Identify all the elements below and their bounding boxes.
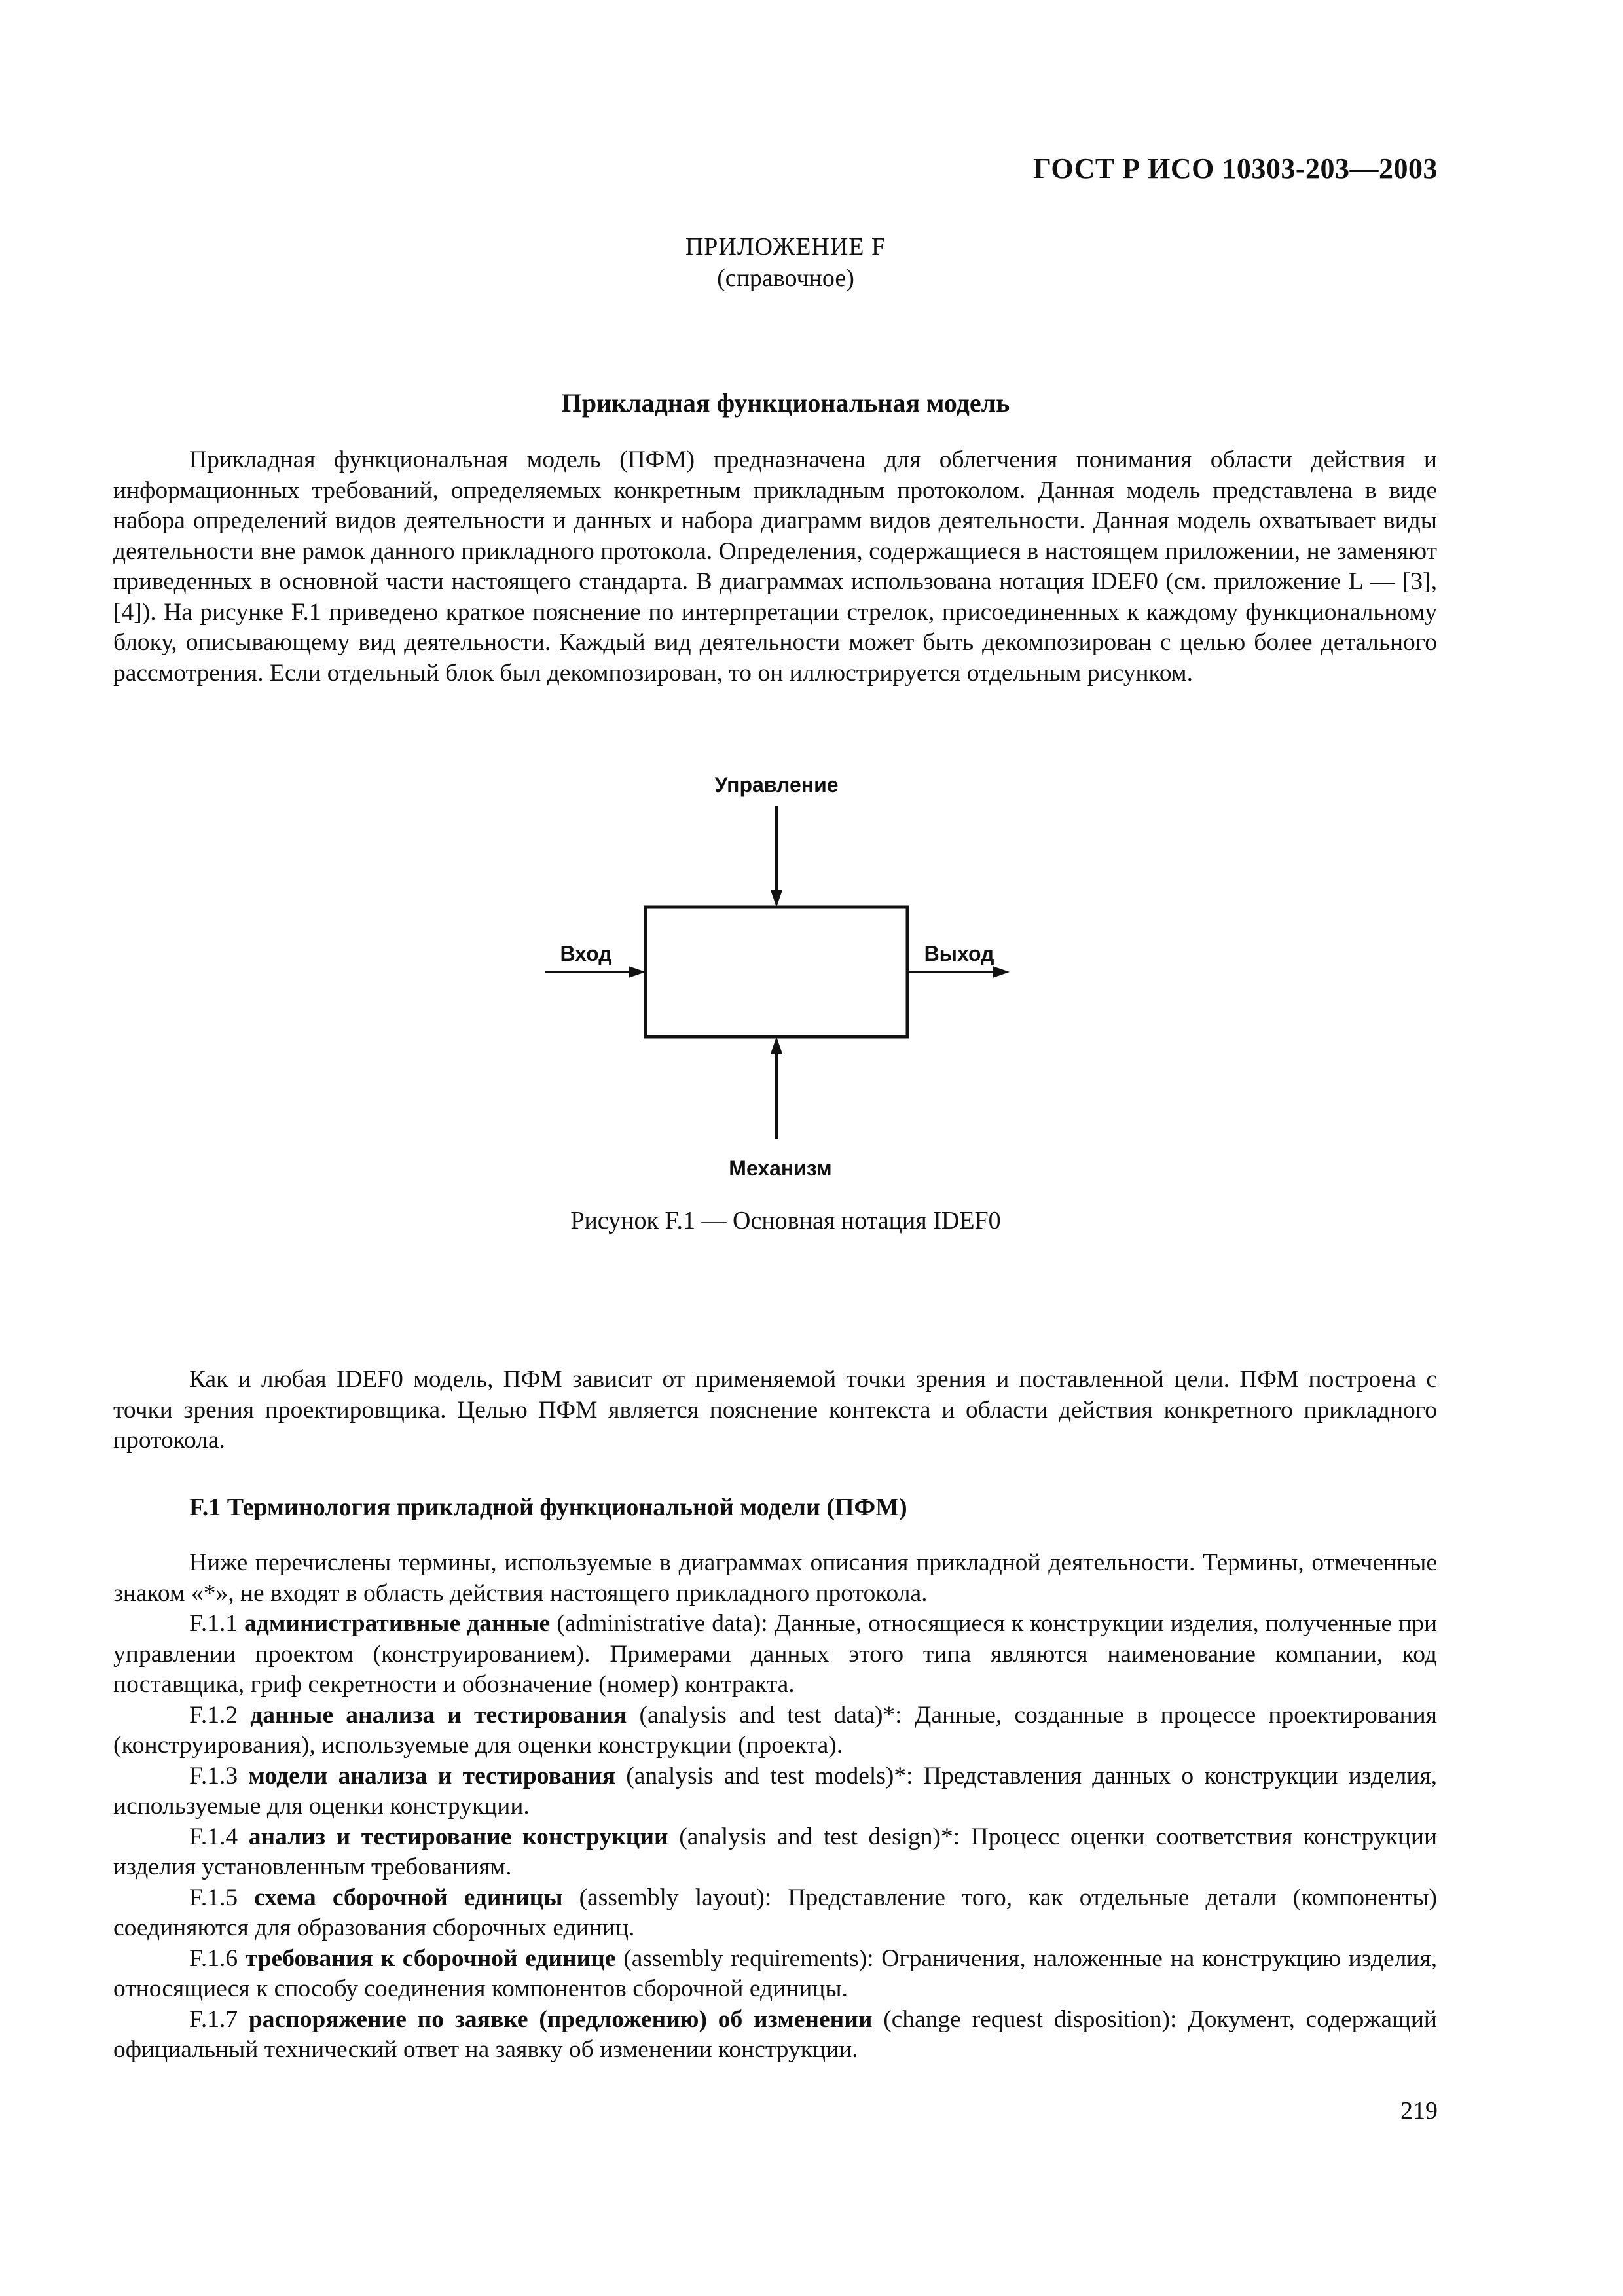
term-item (113, 1761, 1437, 1822)
term-item (113, 1944, 1437, 2005)
term-definition: (analysis and test data)*: Данные, созданные в процессе проектирования (конструирования), используемые для оценки конструкции (проекта). (113, 1701, 1437, 1759)
term-number: F.1.6 (189, 1945, 238, 1972)
term-name: распоряжение по заявке (предложению) об изменении (248, 2005, 873, 2033)
term-item (113, 1883, 1437, 1944)
intro-block (113, 445, 1437, 689)
intro-paragraph: Прикладная функциональная модель (ПФМ) предназначена для облегчения понимания области действия и информационных требований, определяемых конкретным прикладным протоколом. Данная модель представлена в виде набора определений видов деятельности и данных и набора диаграмм видов деятельности. Данная модель охватывает виды деятельности вне рамок данного прикладного протокола. Определения, содержащиеся в настоящем приложении, не заменяют приведенных в основной части настоящего стандарта. В диаграммах использована нотация IDEF0 (см. приложение L — [3], [4]). На рисунке F.1 приведено краткое пояснение по интерпретации стрелок, присоединенных к каждому функциональному блоку, описывающему вид деятельности. Каждый вид деятельности может быть декомпозирован с целью более детального рассмотрения. Если отдельный блок был декомпозирован, то он иллюстрируется отдельным рисунком. (113, 446, 1437, 687)
control-label: Управление (714, 773, 839, 797)
page-number: 219 (1400, 2097, 1438, 2125)
term-name: анализ и тестирование конструкции (248, 1823, 668, 1850)
term-definition: (assembly requirements): Ограничения, наложенные на конструкцию изделия, относящиеся к способу соединения компонентов сборочной единицы. (113, 1945, 1437, 2002)
term-number: F.1.3 (189, 1762, 238, 1789)
function-block (646, 907, 907, 1037)
term-number: F.1.7 (189, 2005, 238, 2033)
output-label: Выход (924, 942, 994, 965)
document-header: ГОСТ Р ИСО 10303-203—2003 (1032, 152, 1438, 185)
term-name: административные данные (244, 1610, 551, 1637)
subsection-intro: Ниже перечислены термины, используемые в диаграммах описания прикладной деятельности. Термины, отмеченные знаком «*», не входят в область действия настоящего прикладного протокола. (113, 1549, 1437, 1607)
term-definition: (change request disposition): Документ, содержащий официальный технический ответ на заявку об изменении конструкции. (113, 2005, 1437, 2063)
annex-title: ПРИЛОЖЕНИЕ F (685, 233, 886, 260)
term-number: F.1.4 (189, 1823, 238, 1850)
term-item (113, 1609, 1437, 1700)
term-name: данные анализа и тестирования (250, 1701, 627, 1729)
term-number: F.1.1 (189, 1610, 238, 1637)
annex-subtitle: (справочное) (717, 264, 854, 292)
term-definition: (assembly layout): Представление того, как отдельные детали (компоненты) соединяются для образования сборочных единиц. (113, 1884, 1438, 1941)
term-item (113, 1822, 1437, 1883)
term-item (113, 2005, 1437, 2066)
paragraph-2: Как и любая IDEF0 модель, ПФМ зависит от применяемой точки зрения и поставленной цели. ПФМ построена с точки зрения проектировщика. Целью ПФМ является пояснение контекста и области действия конкретного прикладного протокола. (113, 1366, 1437, 1454)
term-name: схема сборочной единицы (254, 1884, 563, 1911)
term-definition: (administrative data): Данные, относящиеся к конструкции изделия, полученные при управлении проектом (конструированием). Примерами данных этого типа являются наименование компании, код поставщика, гриф секретности и обозначение (номер) контракта. (113, 1610, 1438, 1698)
control-arrowhead (771, 890, 782, 907)
term-name: модели анализа и тестирования (248, 1762, 616, 1789)
term-name: требования к сборочной единице (245, 1945, 616, 1972)
term-definition: (analysis and test design)*: Процесс оценки соответствия конструкции изделия установленным требованиям. (113, 1823, 1438, 1880)
idef0-diagram (524, 753, 1048, 1185)
mechanism-label: Механизм (729, 1157, 832, 1180)
section-title: Прикладная функциональная модель (561, 388, 1010, 418)
term-number: F.1.5 (189, 1884, 238, 1911)
paragraph-2-block (113, 1365, 1437, 1456)
figure-caption: Рисунок F.1 — Основная нотация IDEF0 (570, 1207, 1001, 1234)
output-arrowhead (993, 966, 1010, 978)
term-item (113, 1700, 1437, 1761)
term-definition: (analysis and test models)*: Представления данных о конструкции изделия, используемые для оценки конструкции. (113, 1762, 1438, 1820)
term-number: F.1.2 (189, 1701, 238, 1729)
mechanism-arrowhead (771, 1037, 782, 1054)
input-arrowhead (629, 966, 646, 978)
subsection-title: F.1 Терминология прикладной функциональной модели (ПФМ) (189, 1494, 907, 1521)
terms-block (113, 1548, 1437, 2066)
input-label: Вход (560, 942, 612, 965)
